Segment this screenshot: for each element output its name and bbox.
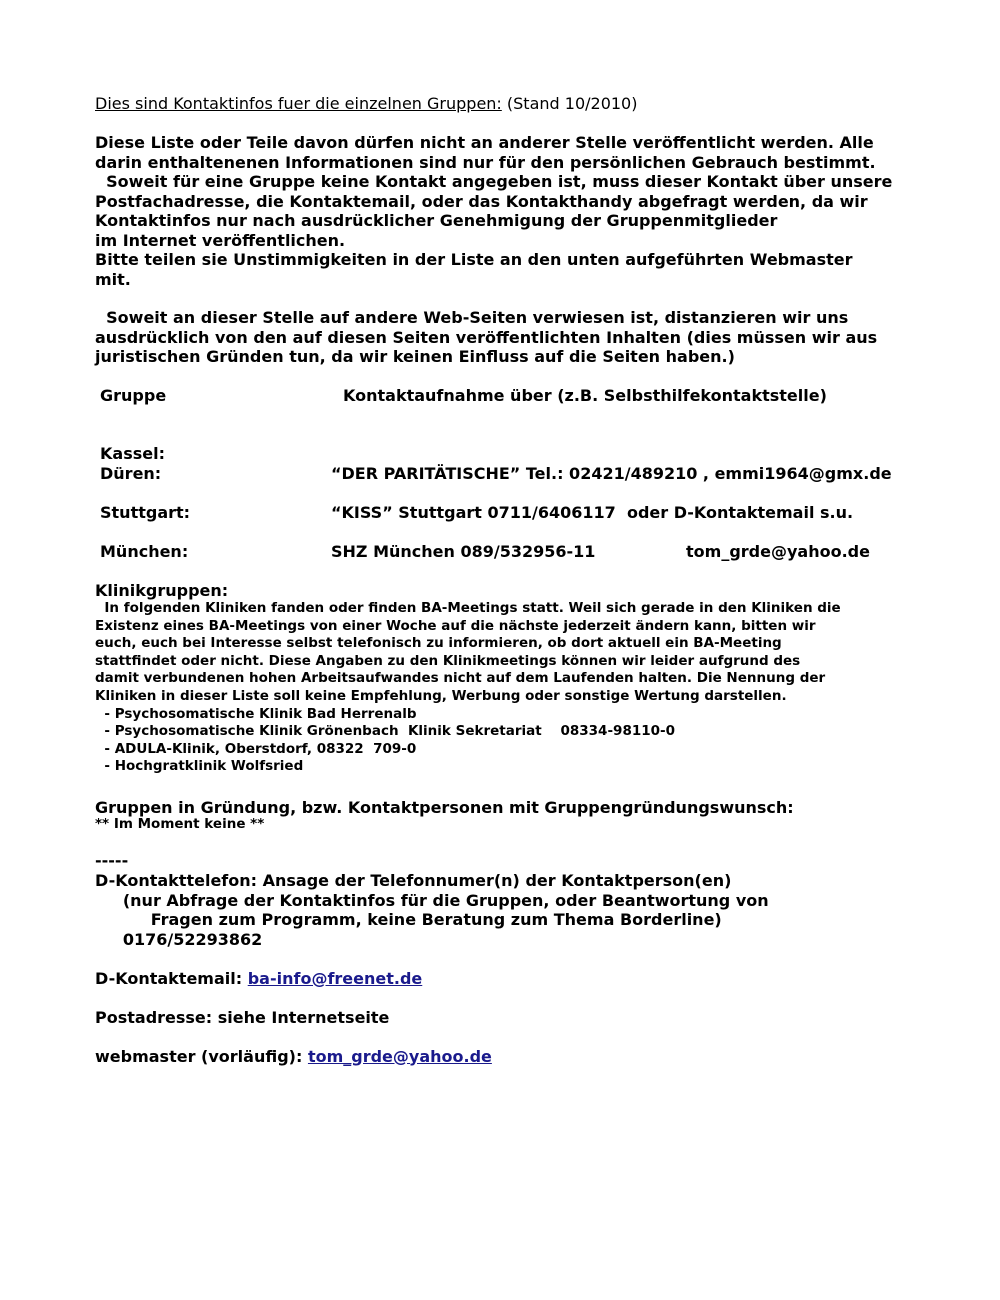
table-row-group: Kassel: (100, 444, 165, 463)
intro-line: Diese Liste oder Teile davon dürfen nicht an anderer Stelle veröffentlicht werden. Alle (95, 133, 874, 152)
intro-line: Kontaktinfos nur nach ausdrücklicher Genehmigung der Gruppenmitglieder (95, 211, 778, 230)
intro-line: mit. (95, 269, 131, 289)
separator: ----- (95, 851, 129, 870)
klinik-item: - Psychosomatische Klinik Grönenbach Klinik Sekretariat 08334-98110-0 (95, 723, 676, 740)
table-row-group: Düren: (100, 463, 162, 483)
klinik-text-line: In folgenden Kliniken fanden oder finden BA-Meetings statt. Weil sich gerade in den Kliniken die (95, 600, 841, 616)
table-row-group: München: (100, 541, 189, 561)
webmaster-line (95, 1047, 492, 1066)
telefon-number: 0176/52293862 (95, 929, 263, 949)
table-row-contact: SHZ München 089/532956-11 (331, 541, 596, 561)
heading-stand: (Stand 10/2010) (506, 94, 638, 113)
klinik-text-line: damit verbundenen hohen Arbeitsaufwandes nicht auf dem Laufenden halten. Die Nennung der (95, 670, 826, 687)
klinik-text-line: euch, euch bei Interesse selbst telefonisch zu informieren, ob dort aktuell ein BA-Meeting (95, 635, 782, 652)
heading (95, 94, 637, 113)
klinik-item: - Psychosomatische Klinik Bad Herrenalb (95, 705, 417, 722)
intro-line: Soweit für eine Gruppe keine Kontakt angegeben ist, muss dieser Kontakt über unsere (95, 172, 893, 191)
webmaster-link[interactable]: tom_grde@yahoo.de (307, 1046, 492, 1066)
telefon-note: (nur Abfrage der Kontaktinfos für die Gruppen, oder Beantwortung von (95, 890, 769, 910)
intro-line: Postfachadresse, die Kontaktemail, oder das Kontakthandy abgefragt werden, da wir (95, 191, 868, 211)
telefon-title: D-Kontakttelefon: Ansage der Telefonnumer(n) der Kontaktperson(en) (95, 871, 732, 890)
telefon-note: Fragen zum Programm, keine Beratung zum Thema Borderline) (95, 910, 722, 929)
table-row-contact: “DER PARITÄTISCHE” Tel.: 02421/489210 , emmi1964@gmx.de (331, 463, 892, 483)
gruendung-note: ** Im Moment keine ** (95, 816, 265, 832)
heading-title: Dies sind Kontaktinfos fuer die einzelnen Gruppen: (95, 94, 502, 113)
table-row-contact: “KISS” Stuttgart 0711/6406117 oder D-Kontaktemail s.u. (331, 502, 854, 522)
post-line: Postadresse: siehe Internetseite (95, 1007, 390, 1027)
klinik-text-line: stattfindet oder nicht. Diese Angaben zu den Klinikmeetings können wir leider aufgrund des (95, 652, 801, 669)
disclaimer-line: juristischen Gründen tun, da wir keinen Einfluss auf die Seiten haben.) (95, 347, 735, 366)
disclaimer-line: ausdrücklich von den auf diesen Seiten veröffentlichten Inhalten (dies müssen wir aus (95, 327, 878, 347)
intro-line: darin enthaltenenen Informationen sind nur für den persönlichen Gebrauch bestimmt. (95, 152, 876, 172)
table-row-group: Stuttgart: (100, 502, 191, 522)
intro-line: Bitte teilen sie Unstimmigkeiten in der Liste an den unten aufgeführten Webmaster (95, 250, 853, 269)
klinik-text-line: Kliniken in dieser Liste soll keine Empfehlung, Werbung oder sonstige Wertung darstellen. (95, 688, 787, 704)
table-header-contact: Kontaktaufnahme über (z.B. Selbsthilfekontaktstelle) (343, 386, 827, 405)
disclaimer-line: Soweit an dieser Stelle auf andere Web-Seiten verwiesen ist, distanzieren wir uns (95, 308, 849, 327)
table-header-group: Gruppe (100, 386, 167, 405)
email-label: D-Kontaktemail: (95, 968, 248, 988)
klinik-item: - ADULA-Klinik, Oberstdorf, 08322 709-0 (95, 740, 417, 757)
klinik-text-line: Existenz eines BA-Meetings von einer Woche auf die nächste jederzeit ändern kann, bitten wir (95, 617, 816, 634)
table-row-extra: tom_grde@yahoo.de (686, 541, 870, 561)
klinik-title: Klinikgruppen: (95, 580, 229, 600)
gruendung-title: Gruppen in Gründung, bzw. Kontaktpersonen mit Gruppengründungswunsch: (95, 798, 794, 817)
intro-line: im Internet veröffentlichen. (95, 230, 346, 250)
email-line (95, 969, 422, 988)
klinik-item: - Hochgratklinik Wolfsried (95, 758, 304, 775)
email-link[interactable]: ba-info@freenet.de (247, 968, 423, 988)
webmaster-label: webmaster (vorläufig): (95, 1046, 308, 1066)
